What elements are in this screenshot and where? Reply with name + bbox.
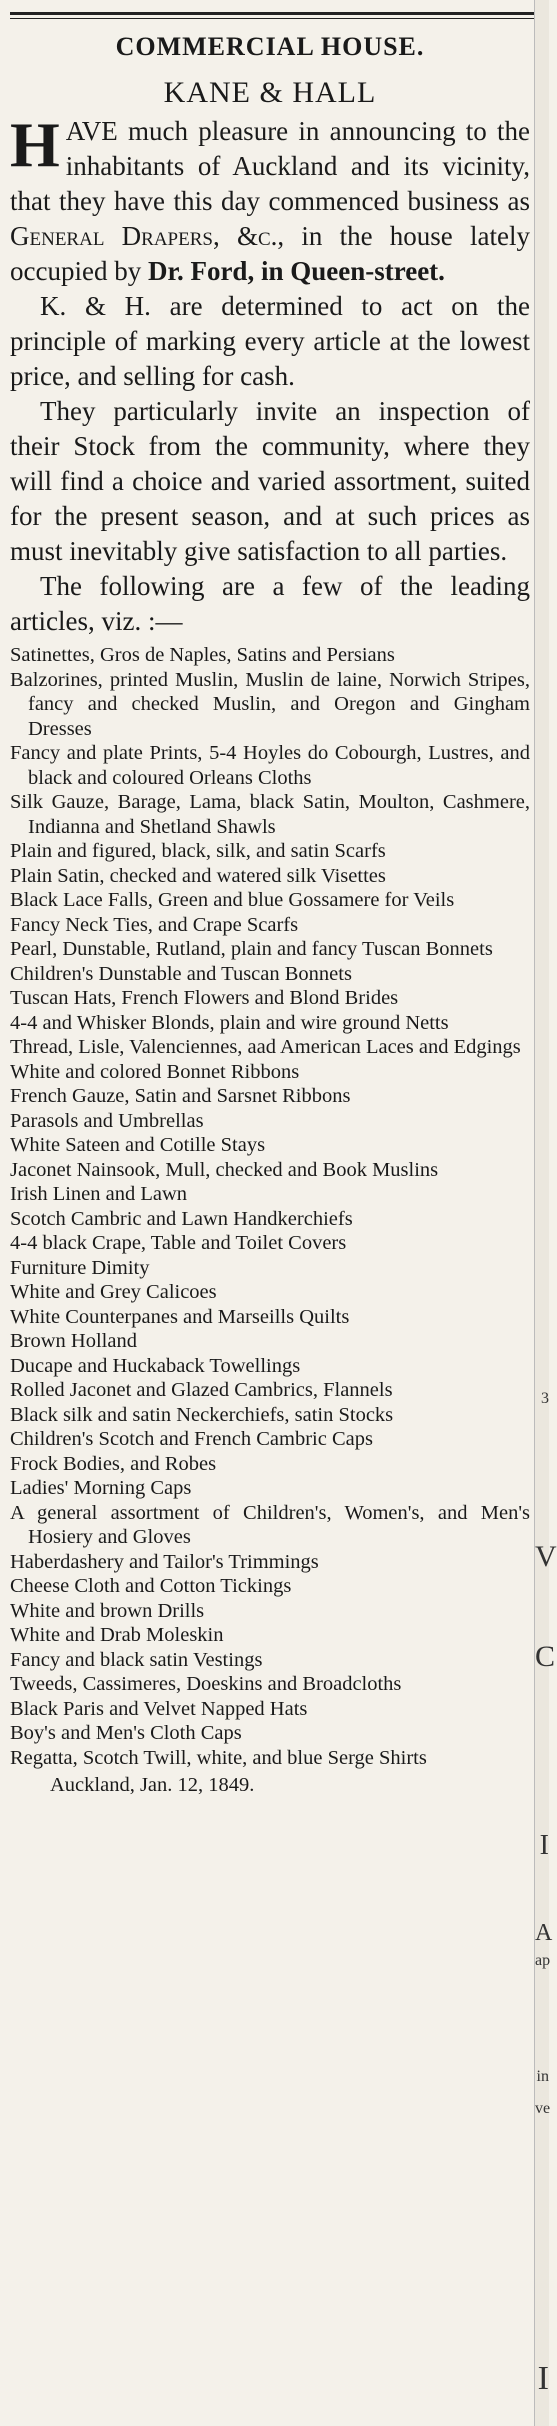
article-item: White Sateen and Cotille Stays <box>10 1134 266 1156</box>
article-item: Brown Holland <box>10 1330 137 1352</box>
article-item: Irish Linen and Lawn <box>10 1183 188 1205</box>
article-item: Rolled Jaconet and Glazed Cambrics, Flannels <box>10 1379 393 1401</box>
margin-fragment: C <box>535 1640 556 1673</box>
article-item: French Gauze, Satin and Sarsnet Ribbons <box>10 1085 351 1107</box>
paragraph-pricing-text: K. & H. are determined to act on the principle of marking every article at the lowest price, and selling for cash. <box>10 291 530 391</box>
article-item: Tweeds, Cassimeres, Doeskins and Broadcloths <box>10 1673 402 1695</box>
article-item: Thread, Lisle, Valenciennes, aad American Laces and Edgings <box>10 1036 521 1058</box>
masthead: COMMERCIAL HOUSE. <box>115 32 425 61</box>
paragraph-leading-text: The following are a few of the leading articles, viz. :— <box>10 571 530 636</box>
article-item: White Counterpanes and Marseills Quilts <box>10 1305 350 1328</box>
advertisement-column <box>10 26 530 1798</box>
margin-fragment: A <box>535 1920 553 1946</box>
article-item: 4-4 and Whisker Blonds, plain and wire ground Netts <box>10 1011 449 1034</box>
intro-text-b: in the house lately occupied by <box>10 221 530 286</box>
paragraph-inspection-text: They particularly invite an inspection of their Stock from the community, where they will find a choice and varied assortment, suited for the present season, and at such prices as must inevitably give satisfaction to all parties. <box>10 396 530 566</box>
article-item: Balzorines, printed Muslin, Muslin de laine, Norwich Stripes, fancy and checked Muslin, and Oregon and Gingham Dresses <box>10 668 530 740</box>
article-item: Satinettes, Gros de Naples, Satins and Persians <box>10 644 395 666</box>
paragraph-pricing <box>10 289 530 394</box>
paragraph-inspection <box>10 394 530 569</box>
margin-fragment: in <box>536 2068 549 2085</box>
drop-cap: H <box>10 109 60 180</box>
article-item: Children's Scotch and French Cambric Caps <box>10 1428 373 1450</box>
intro-trade: General Drapers, &c., <box>10 221 285 251</box>
article-item: Fancy and plate Prints, 5-4 Hoyles do Cobourgh, Lustres, and black and coloured Orleans Cloths <box>10 742 530 789</box>
firm-name: KANE & HALL <box>163 76 377 109</box>
intro-paragraph <box>10 109 530 289</box>
article-item: Furniture Dimity <box>10 1256 150 1279</box>
article-item: White and Grey Calicoes <box>10 1281 217 1303</box>
article-item: White and colored Bonnet Ribbons <box>10 1060 300 1083</box>
margin-fragment: ve <box>535 2100 551 2117</box>
article-item: Frock Bodies, and Robes <box>10 1452 217 1475</box>
article-item: Boy's and Men's Cloth Caps <box>10 1722 242 1744</box>
article-item: Jaconet Nainsook, Mull, checked and Book Muslins <box>10 1158 439 1181</box>
margin-fragment: 3 <box>541 1390 549 1407</box>
dateline: Auckland, Jan. 12, 1849. <box>50 1774 255 1796</box>
article-list <box>10 643 530 1770</box>
margin-fragment: ap <box>535 1952 551 1969</box>
article-item: Plain Satin, checked and watered silk Visettes <box>10 864 386 887</box>
article-item: Scotch Cambric and Lawn Handkerchiefs <box>10 1207 353 1230</box>
top-double-rule <box>10 12 535 15</box>
margin-fragment: I <box>537 2360 549 2397</box>
intro-text-a: AVE much pleasure in announcing to the inhabitants of Auckland and its vicinity, that they have this day commenced business as <box>10 116 530 216</box>
top-rule-thin <box>10 18 535 19</box>
article-item: Cheese Cloth and Cotton Tickings <box>10 1575 292 1597</box>
article-item: Silk Gauze, Barage, Lama, black Satin, Moulton, Cashmere, Indianna and Shetland Shawls <box>10 791 530 838</box>
margin-fragment: I <box>539 1830 549 1861</box>
article-item: Ducape and Huckaback Towellings <box>10 1354 301 1377</box>
article-item: Tuscan Hats, French Flowers and Blond Brides <box>10 987 399 1009</box>
article-item: Black Paris and Velvet Napped Hats <box>10 1697 308 1720</box>
article-item: 4-4 black Crape, Table and Toilet Covers <box>10 1232 347 1254</box>
intro-location: Dr. Ford, in Queen-street. <box>147 256 445 286</box>
article-item: White and brown Drills <box>10 1599 205 1622</box>
article-item: Children's Dunstable and Tuscan Bonnets <box>10 962 352 985</box>
article-item: Plain and figured, black, silk, and satin Scarfs <box>10 840 386 862</box>
margin-fragment: V <box>535 1540 557 1573</box>
article-item: Black Lace Falls, Green and blue Gossamere for Veils <box>10 889 455 911</box>
article-item: Regatta, Scotch Twill, white, and blue Serge Shirts <box>10 1746 427 1769</box>
article-item: Parasols and Umbrellas <box>10 1109 204 1132</box>
article-item: Ladies' Morning Caps <box>10 1477 192 1499</box>
adjacent-column-edge <box>534 0 557 2426</box>
article-item: Black silk and satin Neckerchiefs, satin Stocks <box>10 1403 394 1426</box>
article-item: Haberdashery and Tailor's Trimmings <box>10 1550 319 1573</box>
article-item: A general assortment of Children's, Women's, and Men's Hosiery and Gloves <box>10 1501 530 1548</box>
article-item: White and Drab Moleskin <box>10 1624 224 1646</box>
paragraph-leading <box>10 569 530 639</box>
article-item: Fancy Neck Ties, and Crape Scarfs <box>10 913 299 936</box>
article-item: Pearl, Dunstable, Rutland, plain and fancy Tuscan Bonnets <box>10 938 493 960</box>
article-item: Fancy and black satin Vestings <box>10 1648 263 1671</box>
